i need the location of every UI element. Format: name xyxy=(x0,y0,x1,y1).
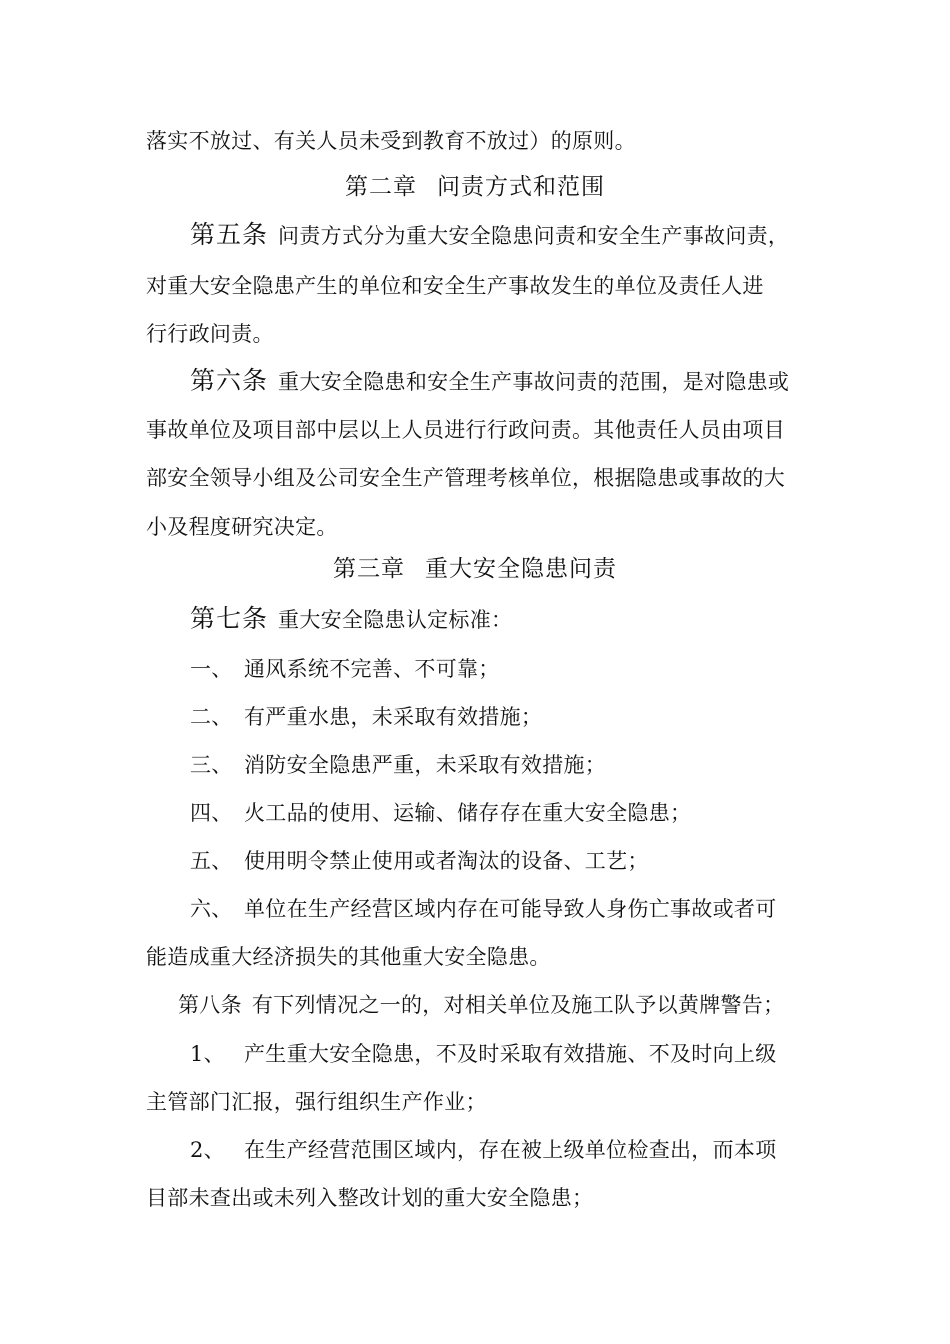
list-text: 通风系统不完善、不可靠； xyxy=(244,657,500,681)
paragraph-line: 能造成重大经济损失的其他重大安全隐患。 xyxy=(146,945,551,969)
chapter-title: 问责方式和范围 xyxy=(437,174,605,200)
list-number: 二、 xyxy=(190,705,233,729)
paragraph-line: 小及程度研究决定。 xyxy=(146,515,338,539)
article-text: 问责方式分为重大安全隐患问责和安全生产事故问责， xyxy=(278,224,790,248)
list-number: 五、 xyxy=(190,849,233,873)
list-item xyxy=(190,655,500,683)
article-text: 有下列情况之一的，对相关单位及施工队予以黄牌警告； xyxy=(251,993,785,1017)
list-number: 1、 xyxy=(190,1042,225,1066)
chapter-three-heading xyxy=(0,554,950,584)
paragraph-line: 落实不放过、有关人员未受到教育不放过）的原则。 xyxy=(146,129,636,153)
article-seven-line xyxy=(190,605,512,634)
list-item xyxy=(190,1136,777,1164)
list-text: 产生重大安全隐患，不及时采取有效措施、不及时向上级 xyxy=(244,1042,777,1066)
article-label: 第八条 xyxy=(178,993,242,1017)
list-text: 使用明令禁止使用或者淘汰的设备、工艺； xyxy=(244,849,649,873)
article-five-line xyxy=(190,221,789,250)
list-item xyxy=(190,799,691,827)
paragraph-line: 目部未查出或未列入整改计划的重大安全隐患； xyxy=(146,1186,594,1210)
list-item xyxy=(190,895,777,923)
list-item xyxy=(190,847,649,875)
list-text: 在生产经营范围区域内，存在被上级单位检查出，而本项 xyxy=(244,1138,777,1162)
list-number: 2、 xyxy=(190,1138,225,1162)
list-item xyxy=(190,1040,777,1068)
article-label: 第七条 xyxy=(190,604,269,633)
list-number: 六、 xyxy=(190,897,233,921)
list-number: 四、 xyxy=(190,801,233,825)
article-text: 重大安全隐患和安全生产事故问责的范围，是对隐患或 xyxy=(278,370,790,394)
list-text: 有严重水患，未采取有效措施； xyxy=(244,705,543,729)
list-text: 消防安全隐患严重，未采取有效措施； xyxy=(244,753,607,777)
article-eight-line xyxy=(178,991,784,1019)
paragraph-line: 部安全领导小组及公司安全生产管理考核单位，根据隐患或事故的大 xyxy=(146,466,785,490)
list-text: 火工品的使用、运输、储存存在重大安全隐患； xyxy=(244,801,692,825)
article-six-line xyxy=(190,367,789,396)
paragraph-line: 事故单位及项目部中层以上人员进行行政问责。其他责任人员由项目 xyxy=(146,418,785,442)
chapter-two-heading xyxy=(0,172,950,202)
paragraph-line: 对重大安全隐患产生的单位和安全生产事故发生的单位及责任人进 xyxy=(146,274,764,298)
article-text: 重大安全隐患认定标准： xyxy=(278,608,513,632)
paragraph-line: 行行政问责。 xyxy=(146,322,274,346)
article-label: 第六条 xyxy=(190,366,269,395)
chapter-number: 第二章 xyxy=(345,174,417,200)
list-item xyxy=(190,703,542,731)
list-text: 单位在生产经营区域内存在可能导致人身伤亡事故或者可 xyxy=(244,897,777,921)
list-number: 一、 xyxy=(190,657,233,681)
list-number: 三、 xyxy=(190,753,233,777)
article-label: 第五条 xyxy=(190,220,269,249)
chapter-number: 第三章 xyxy=(333,556,405,582)
chapter-title: 重大安全隐患问责 xyxy=(425,556,617,582)
paragraph-line: 主管部门汇报，强行组织生产作业； xyxy=(146,1090,487,1114)
list-item xyxy=(190,751,606,779)
